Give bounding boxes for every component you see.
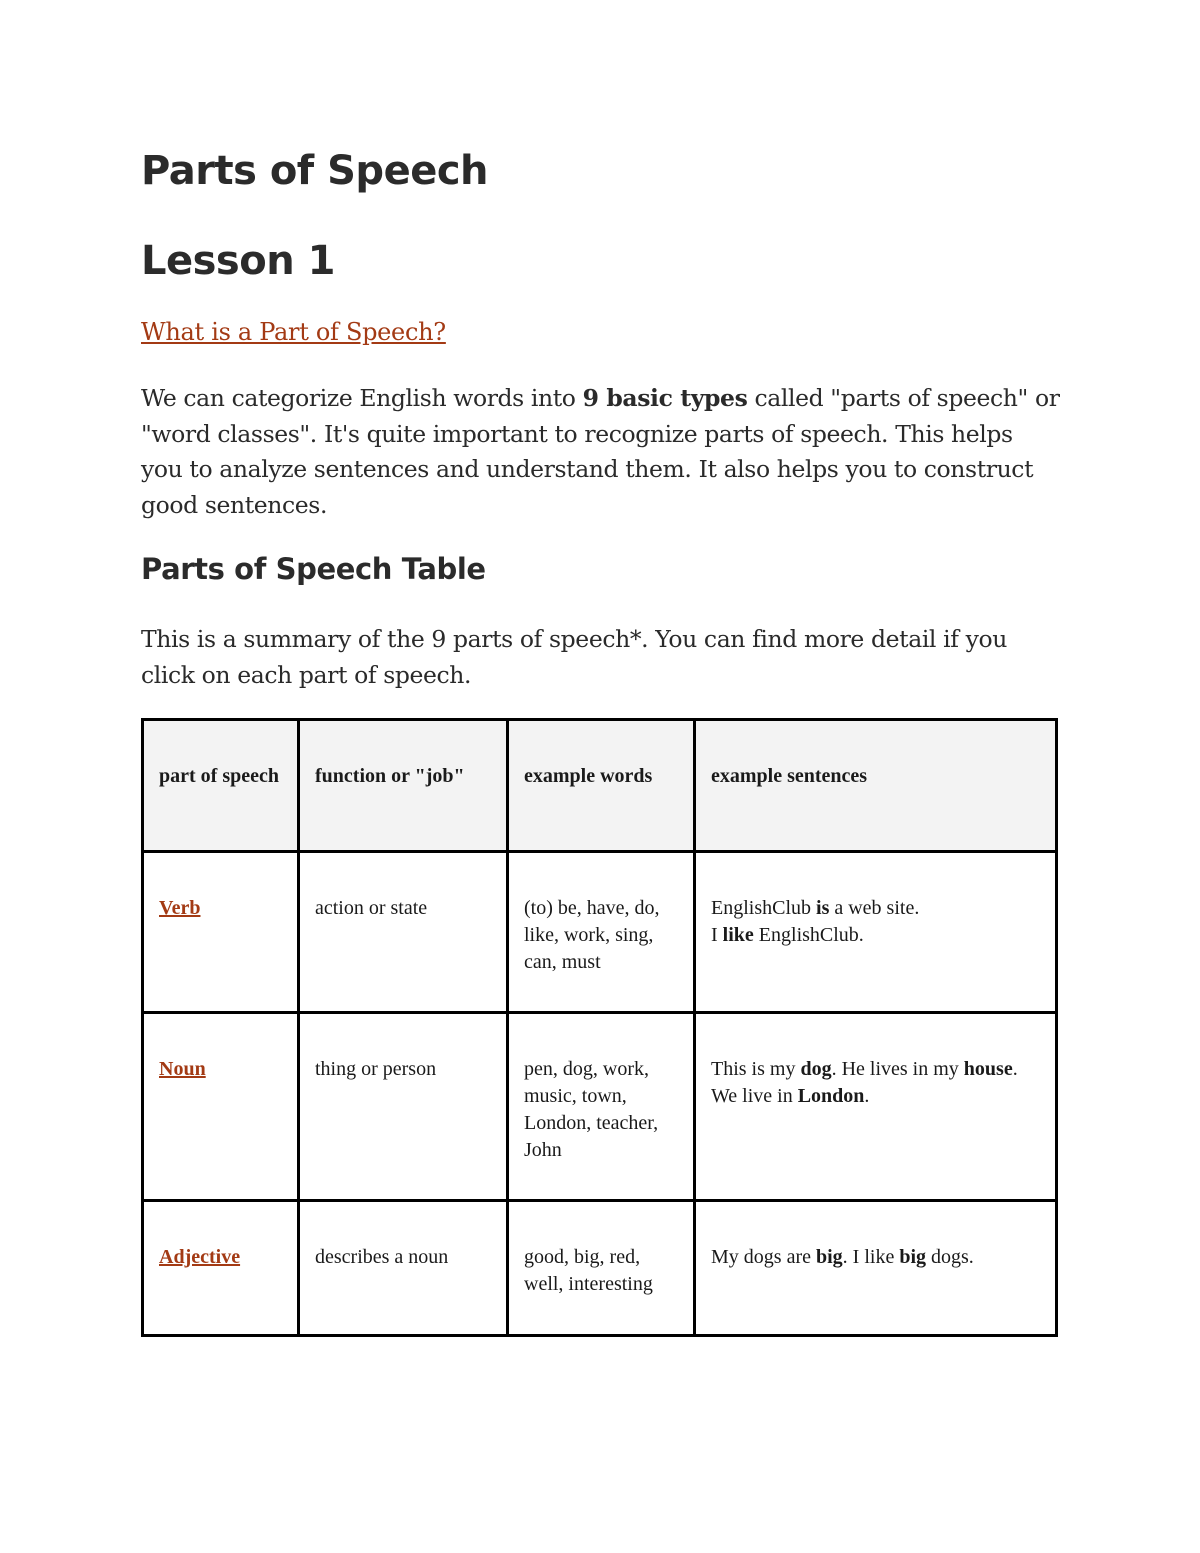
function-cell: thing or person xyxy=(299,1013,508,1201)
header-part-of-speech: part of speech xyxy=(143,720,299,852)
sentence-text: EnglishClub xyxy=(711,897,817,919)
sentence-bold-word: big xyxy=(815,1246,843,1268)
sentence-text: a web site. xyxy=(829,897,920,919)
sentence-text: . We live in xyxy=(711,1058,1018,1107)
sentence-bold-word: London xyxy=(797,1085,865,1107)
example-sentence xyxy=(711,922,1043,949)
summary-paragraph: This is a summary of the 9 parts of speech*. You can find more detail if you click on each part of speech. xyxy=(141,625,1007,689)
sentence-bold-word: house xyxy=(963,1058,1013,1080)
what-is-part-of-speech-link[interactable]: What is a Part of Speech? xyxy=(141,318,446,346)
adjective-link[interactable]: Adjective xyxy=(159,1246,241,1268)
parts-of-speech-table xyxy=(141,718,1058,1337)
example-sentence xyxy=(711,895,1043,922)
verb-link[interactable]: Verb xyxy=(159,897,201,919)
part-cell xyxy=(143,1013,299,1201)
sentence-bold-word: dog xyxy=(800,1058,832,1080)
part-cell xyxy=(143,1201,299,1336)
example-sentence xyxy=(711,1056,1043,1110)
example-words-cell: pen, dog, work, music, town, London, teacher, John xyxy=(508,1013,695,1201)
example-sentence xyxy=(711,1244,1043,1271)
intro-bold-text: 9 basic types xyxy=(582,384,748,412)
sentence-bold-word: big xyxy=(899,1246,927,1268)
lesson-heading: Lesson 1 xyxy=(141,238,335,284)
intro-paragraph xyxy=(141,381,1061,523)
header-example-words: example words xyxy=(508,720,695,852)
example-sentences-cell xyxy=(695,1013,1057,1201)
example-sentences-cell xyxy=(695,1201,1057,1336)
section-heading: Parts of Speech Table xyxy=(141,552,486,586)
table-row xyxy=(143,1013,1057,1201)
part-cell xyxy=(143,852,299,1013)
example-words-cell: good, big, red, well, interesting xyxy=(508,1201,695,1336)
page-title: Parts of Speech xyxy=(141,148,489,194)
example-words-cell: (to) be, have, do, like, work, sing, can, must xyxy=(508,852,695,1013)
table-header-row xyxy=(143,720,1057,852)
header-function: function or "job" xyxy=(299,720,508,852)
function-cell: action or state xyxy=(299,852,508,1013)
sentence-text: My dogs are xyxy=(711,1246,816,1268)
sentence-text: . I like xyxy=(842,1246,900,1268)
sentence-text: EnglishClub. xyxy=(753,924,864,946)
table-row xyxy=(143,852,1057,1013)
sentence-bold-word: is xyxy=(816,897,830,919)
sentence-text: This is my xyxy=(711,1058,801,1080)
sentence-text: I xyxy=(711,924,723,946)
sentence-bold-word: like xyxy=(722,924,754,946)
sentence-text: dogs. xyxy=(926,1246,974,1268)
sentence-text: . xyxy=(864,1085,870,1107)
sentence-text: . He lives in my xyxy=(831,1058,964,1080)
intro-text-start: We can categorize English words into xyxy=(141,384,583,412)
table-row xyxy=(143,1201,1057,1336)
function-cell: describes a noun xyxy=(299,1201,508,1336)
example-sentences-cell xyxy=(695,852,1057,1013)
noun-link[interactable]: Noun xyxy=(159,1058,206,1080)
intro-text-end: called "parts of speech" or "word classes". It's quite important to recognize parts of speech. This helps you to analyze sentences and understand them. It also helps you to construct good sentences. xyxy=(141,384,1060,519)
header-example-sentences: example sentences xyxy=(695,720,1057,852)
